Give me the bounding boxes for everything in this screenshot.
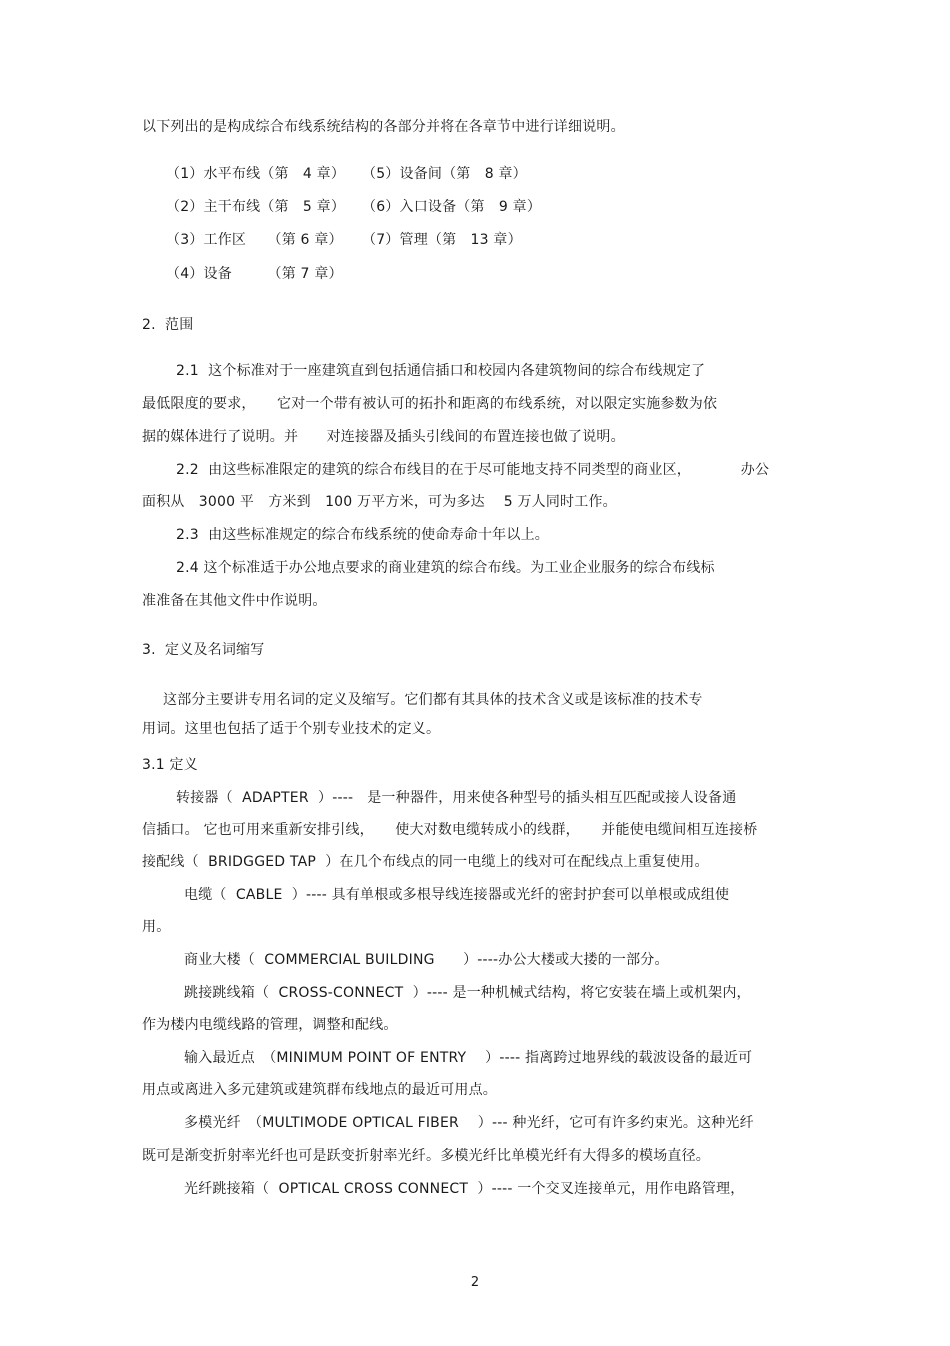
definition-line: 信插口。 它也可用来重新安排引线， 使大对数电缆转成小的线群， 并能使电缆间相互连接桥 — [142, 822, 758, 838]
section-heading-scope: 2. 范围 — [142, 317, 194, 333]
definition-line: 接配线（ BRIDGGED TAP ）在几个布线点的同一电缆上的线对可在配线点上重复使用。 — [142, 854, 709, 870]
definition-line: 电缆（ CABLE ）---- 具有单根或多根导线连接器或光纤的密封护套可以单根或成组使 — [184, 887, 730, 903]
section-heading-definitions: 3. 定义及名词缩写 — [142, 642, 265, 658]
definition-line: 用。 — [142, 919, 171, 935]
definitions-intro-line: 用词。这里也包括了适于个别专业技术的定义。 — [142, 721, 441, 737]
component-item-1: （1）水平布线（第 4 章） — [166, 166, 346, 182]
component-item-2: （2）主干布线（第 5 章） — [166, 199, 346, 215]
definition-line: 多模光纤 （MULTIMODE OPTICAL FIBER ）--- 种光纤，它可有许多约束光。这种光纤 — [184, 1115, 754, 1131]
component-item-7: （7）管理（第 13 章） — [362, 232, 522, 248]
component-item-3: （3）工作区 （第 6 章） — [166, 232, 343, 248]
component-item-4: （4）设备 （第 7 章） — [166, 266, 343, 282]
subsection-heading: 3.1 定义 — [142, 757, 198, 773]
scope-line: 据的媒体进行了说明。并 对连接器及插头引线间的布置连接也做了说明。 — [142, 429, 625, 445]
definition-line: 既可是渐变折射率光纤也可是跃变折射率光纤。多模光纤比单模光纤有大得多的模场直径。 — [142, 1148, 710, 1164]
scope-line: 2.4 这个标准适于办公地点要求的商业建筑的综合布线。为工业企业服务的综合布线标 — [176, 560, 715, 576]
intro-text: 以下列出的是构成综合布线系统结构的各部分并将在各章节中进行详细说明。 — [142, 119, 625, 135]
component-item-5: （5）设备间（第 8 章） — [362, 166, 527, 182]
component-item-6: （6）入口设备（第 9 章） — [362, 199, 542, 215]
definition-line: 跳接跳线箱（ CROSS-CONNECT ）---- 是一种机械式结构，将它安装在墙上或机架内， — [184, 985, 751, 1001]
definition-line: 作为楼内电缆线路的管理，调整和配线。 — [142, 1017, 398, 1033]
scope-line: 准准备在其他文件中作说明。 — [142, 593, 327, 609]
definitions-intro-line: 这部分主要讲专用名词的定义及缩写。它们都有其具体的技术含义或是该标准的技术专 — [163, 692, 703, 708]
definition-line: 商业大楼（ COMMERCIAL BUILDING ）----办公大楼或大搂的一部分。 — [184, 952, 669, 968]
scope-line: 面积从 3000 平 方米到 100 万平方米，可为多达 5 万人同时工作。 — [142, 494, 617, 510]
scope-line: 2.1 这个标准对于一座建筑直到包括通信插口和校园内各建筑物间的综合布线规定了 — [176, 363, 706, 379]
scope-line: 最低限度的要求， 它对一个带有被认可的拓扑和距离的布线系统，对以限定实施参数为依 — [142, 396, 718, 412]
scope-line: 2.2 由这些标准限定的建筑的综合布线目的在于尽可能地支持不同类型的商业区， 办公 — [176, 462, 770, 478]
definition-line: 转接器（ ADAPTER ）---- 是一种器件，用来使各种型号的插头相互匹配或接人设备通 — [176, 790, 737, 806]
definition-line: 输入最近点 （MINIMUM POINT OF ENTRY ）---- 指离跨过地界线的载波设备的最近可 — [184, 1050, 753, 1066]
definition-line: 光纤跳接箱（ OPTICAL CROSS CONNECT ）---- 一个交叉连接单元，用作电路管理， — [184, 1181, 745, 1197]
definition-line: 用点或离进入多元建筑或建筑群布线地点的最近可用点。 — [142, 1082, 497, 1098]
scope-line: 2.3 由这些标准规定的综合布线系统的使命寿命十年以上。 — [176, 527, 549, 543]
page-number: 2 — [470, 1275, 480, 1290]
